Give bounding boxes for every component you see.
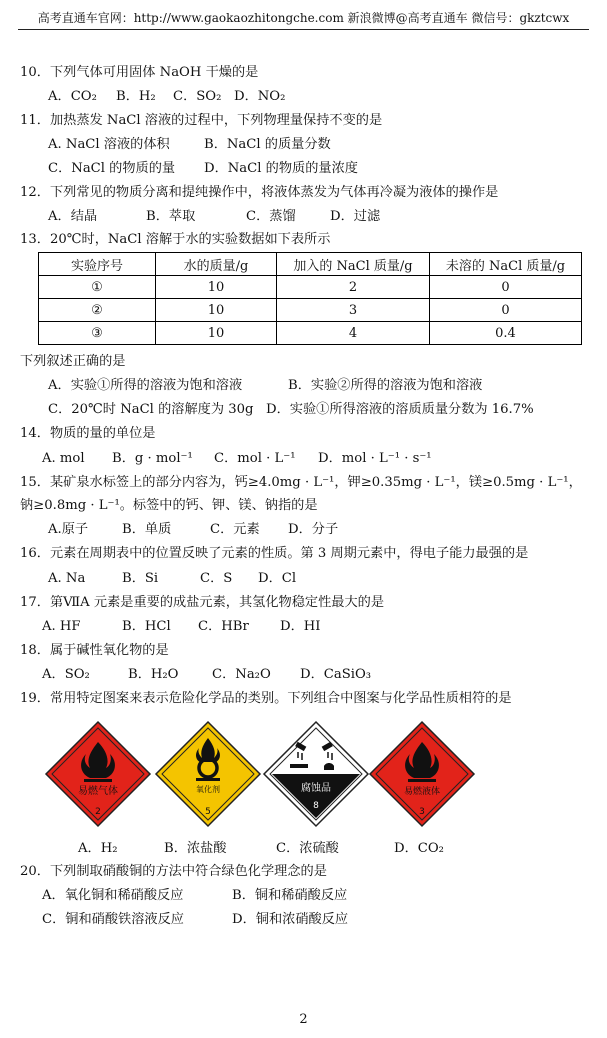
q19-option-b: B．浓盐酸 [164, 841, 227, 856]
page-header: 高考直通车官网：http://www.gaokaozhitongche.com 新浪微博@高考直通车 微信号：gkztcwx [18, 10, 589, 30]
table-cell: ② [39, 299, 156, 322]
q12-option-d: D．过滤 [330, 209, 381, 224]
table-cell: 0 [430, 299, 582, 322]
symbol-number: 2 [95, 807, 101, 817]
q19-option-d: D．CO₂ [394, 841, 444, 856]
symbol-label: 易燃气体 [78, 786, 118, 797]
question-13-stem: 13．20℃时，NaCl 溶解于水的实验数据如下表所示 [20, 232, 331, 247]
hazard-symbol-flammable-liquid [368, 720, 476, 828]
question-11-stem: 11．加热蒸发 NaCl 溶液的过程中，下列物理量保持不变的是 [20, 113, 383, 128]
q17-option-a: A. HF [42, 619, 81, 634]
question-15-stem-line1: 15．某矿泉水标签上的部分内容为，钙≥4.0mg · L⁻¹，钾≥0.35mg · L⁻¹，镁≥0.5mg · L⁻¹， [20, 475, 582, 490]
q19-option-c: C．浓硫酸 [276, 841, 339, 856]
q13-option-b: B．实验②所得的溶液为饱和溶液 [288, 378, 483, 393]
table-cell: 10 [156, 276, 277, 299]
symbol-label: 腐蚀品 [301, 783, 331, 794]
q17-option-c: C．HBr [198, 619, 249, 634]
page-number: 2 [299, 1012, 308, 1027]
q13-option-a: A．实验①所得的溶液为饱和溶液 [48, 378, 243, 393]
q18-option-a: A．SO₂ [42, 667, 90, 682]
q16-option-d: D．Cl [258, 571, 297, 586]
flame-icon [44, 720, 152, 828]
hazard-symbol-oxidizer [154, 720, 262, 828]
q17-option-d: D．HI [280, 619, 321, 634]
q20-option-c: C．铜和硝酸铁溶液反应 [42, 912, 184, 927]
table-header-cell: 加入的 NaCl 质量/g [277, 253, 430, 276]
q18-option-c: C．Na₂O [212, 667, 271, 682]
q14-option-b: B．g · mol⁻¹ [112, 451, 193, 466]
q15-option-c: C．元素 [210, 522, 260, 537]
q13-option-c: C．20℃时 NaCl 的溶解度为 30g [48, 402, 254, 417]
flame-over-circle-icon [154, 720, 262, 828]
question-13-follow: 下列叙述正确的是 [20, 354, 126, 369]
q20-option-a: A．氧化铜和稀硝酸反应 [42, 888, 184, 903]
question-12-stem: 12．下列常见的物质分离和提纯操作中，将液体蒸发为气体再冷凝为液体的操作是 [20, 185, 499, 200]
hazard-symbol-corrosive [262, 720, 370, 828]
q20-option-b: B．铜和稀硝酸反应 [232, 888, 348, 903]
table-row [39, 276, 582, 299]
q14-option-c: C．mol · L⁻¹ [214, 451, 296, 466]
table-row [39, 299, 582, 322]
symbol-number: 8 [313, 801, 319, 811]
symbol-number: 3 [419, 807, 425, 817]
question-14-stem: 14．物质的量的单位是 [20, 426, 156, 441]
flame-icon [368, 720, 476, 828]
symbol-number: 5 [205, 807, 211, 817]
table-cell: 10 [156, 299, 277, 322]
q18-option-d: D．CaSiO₃ [300, 667, 372, 682]
q20-option-d: D．铜和浓硝酸反应 [232, 912, 349, 927]
q18-option-b: B．H₂O [128, 667, 179, 682]
table-cell: ① [39, 276, 156, 299]
q14-option-d: D．mol · L⁻¹ · s⁻¹ [318, 451, 432, 466]
q10-option-a: A．CO₂ [48, 89, 97, 104]
table-cell: 10 [156, 322, 277, 345]
q15-option-d: D．分子 [288, 522, 339, 537]
symbol-label: 易燃液体 [403, 787, 441, 797]
question-19-stem: 19．常用特定图案来表示危险化学品的类别。下列组合中图案与化学品性质相符的是 [20, 691, 512, 706]
q12-option-c: C．蒸馏 [246, 209, 296, 224]
table-cell: 2 [277, 276, 430, 299]
q15-option-a: A.原子 [48, 522, 89, 537]
corrosion-icon [262, 720, 370, 828]
question-10-stem: 10．下列气体可用固体 NaOH 干燥的是 [20, 65, 259, 80]
q11-option-c: C．NaCl 的物质的量 [48, 161, 176, 176]
table-header-row [39, 253, 582, 276]
q12-option-b: B．萃取 [146, 209, 196, 224]
q11-option-b: B．NaCl 的质量分数 [204, 137, 331, 152]
q11-option-a: A. NaCl 溶液的体积 [48, 137, 170, 152]
q16-option-b: B．Si [122, 571, 159, 586]
question-18-stem: 18．属于碱性氧化物的是 [20, 643, 169, 658]
q10-option-b: B．H₂ [116, 89, 156, 104]
table-header-cell: 未溶的 NaCl 质量/g [430, 253, 582, 276]
q13-option-d: D．实验①所得溶液的溶质质量分数为 16.7% [266, 402, 534, 417]
table-row [39, 322, 582, 345]
table-cell: 0 [430, 276, 582, 299]
symbol-label: 氧化剂 [196, 785, 220, 794]
q10-option-d: D．NO₂ [234, 89, 286, 104]
table-header-cell: 实验序号 [39, 253, 156, 276]
q11-option-d: D．NaCl 的物质的量浓度 [204, 161, 358, 176]
table-cell: 4 [277, 322, 430, 345]
q10-option-c: C．SO₂ [173, 89, 222, 104]
table-cell: ③ [39, 322, 156, 345]
question-20-stem: 20．下列制取硝酸铜的方法中符合绿色化学理念的是 [20, 864, 327, 879]
q14-option-a: A. mol [42, 451, 85, 466]
q16-option-c: C．S [200, 571, 233, 586]
question-17-stem: 17．第ⅦA 元素是重要的成盐元素，其氢化物稳定性最大的是 [20, 595, 385, 610]
q12-option-a: A．结晶 [48, 209, 98, 224]
q15-option-b: B．单质 [122, 522, 172, 537]
table-header-cell: 水的质量/g [156, 253, 277, 276]
table-cell: 3 [277, 299, 430, 322]
hazard-symbol-flammable-gas [44, 720, 152, 828]
table-cell: 0.4 [430, 322, 582, 345]
q17-option-b: B．HCl [122, 619, 171, 634]
q16-option-a: A. Na [48, 571, 86, 586]
nacl-data-table [38, 252, 582, 345]
question-16-stem: 16．元素在周期表中的位置反映了元素的性质。第 3 周期元素中，得电子能力最强的是 [20, 546, 529, 561]
question-15-stem-line2: 钠≥0.8mg · L⁻¹。标签中的钙、钾、镁、钠指的是 [20, 498, 318, 513]
q19-option-a: A．H₂ [78, 841, 118, 856]
